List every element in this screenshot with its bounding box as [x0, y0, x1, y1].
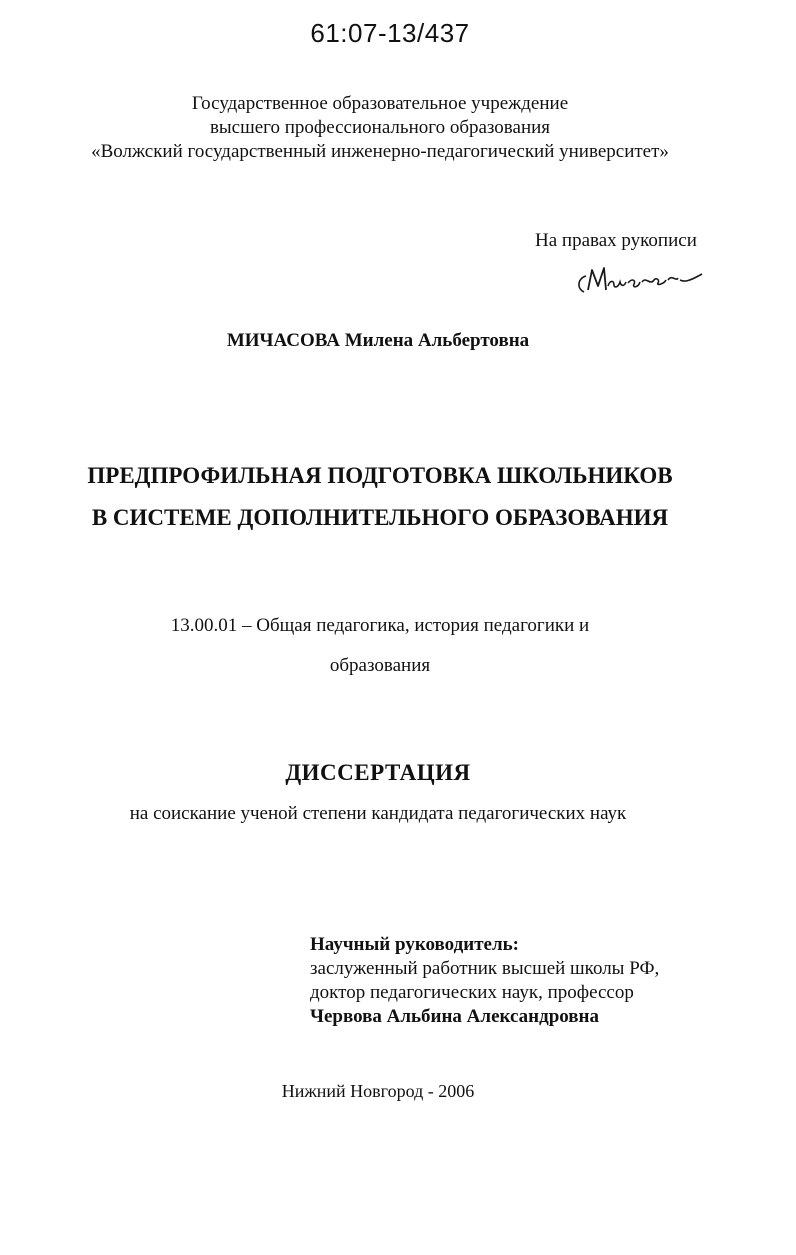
institution-line-3: «Волжский государственный инженерно-педагогический университет» [91, 141, 669, 162]
title-line-1: ПРЕДПРОФИЛЬНАЯ ПОДГОТОВКА ШКОЛЬНИКОВ [87, 463, 673, 488]
title-line-2: В СИСТЕМЕ ДОПОЛНИТЕЛЬНОГО ОБРАЗОВАНИЯ [91, 505, 669, 530]
institution-line-2: высшего профессионального образования [209, 117, 551, 138]
supervisor-rank: заслуженный работник высшей школы РФ, [310, 958, 660, 979]
supervisor-degree: доктор педагогических наук, профессор [310, 982, 634, 1003]
author-surname: МИЧАСОВА [226, 330, 340, 351]
catalog-number [0, 18, 796, 49]
supervisor-heading: Научный руководитель: [310, 934, 519, 955]
specialty-code [0, 606, 760, 686]
work-type-heading: ДИССЕРТАЦИЯ [285, 760, 471, 785]
specialty-line-2: образования [329, 655, 431, 676]
author-signature [570, 252, 710, 298]
institution-line-1: Государственное образовательное учреждение [191, 93, 569, 114]
supervisor-name: Червова Альбина Александровна [310, 1006, 599, 1027]
dissertation-title [0, 455, 760, 539]
manuscript-rights: На правах рукописи [535, 230, 697, 251]
specialty-line-1: 13.00.01 – Общая педагогика, история педагогики и [170, 615, 590, 636]
author-given-names: Милена Альбертовна [344, 330, 530, 351]
author-name [0, 330, 756, 352]
degree-statement: на соискание ученой степени кандидата педагогических наук [129, 803, 627, 824]
place-year: Нижний Новгород - 2006 [281, 1081, 475, 1101]
supervisor-block [310, 933, 659, 1029]
catalog-number-text: 61:07-13/437 [310, 18, 470, 48]
institution-block [0, 92, 760, 164]
